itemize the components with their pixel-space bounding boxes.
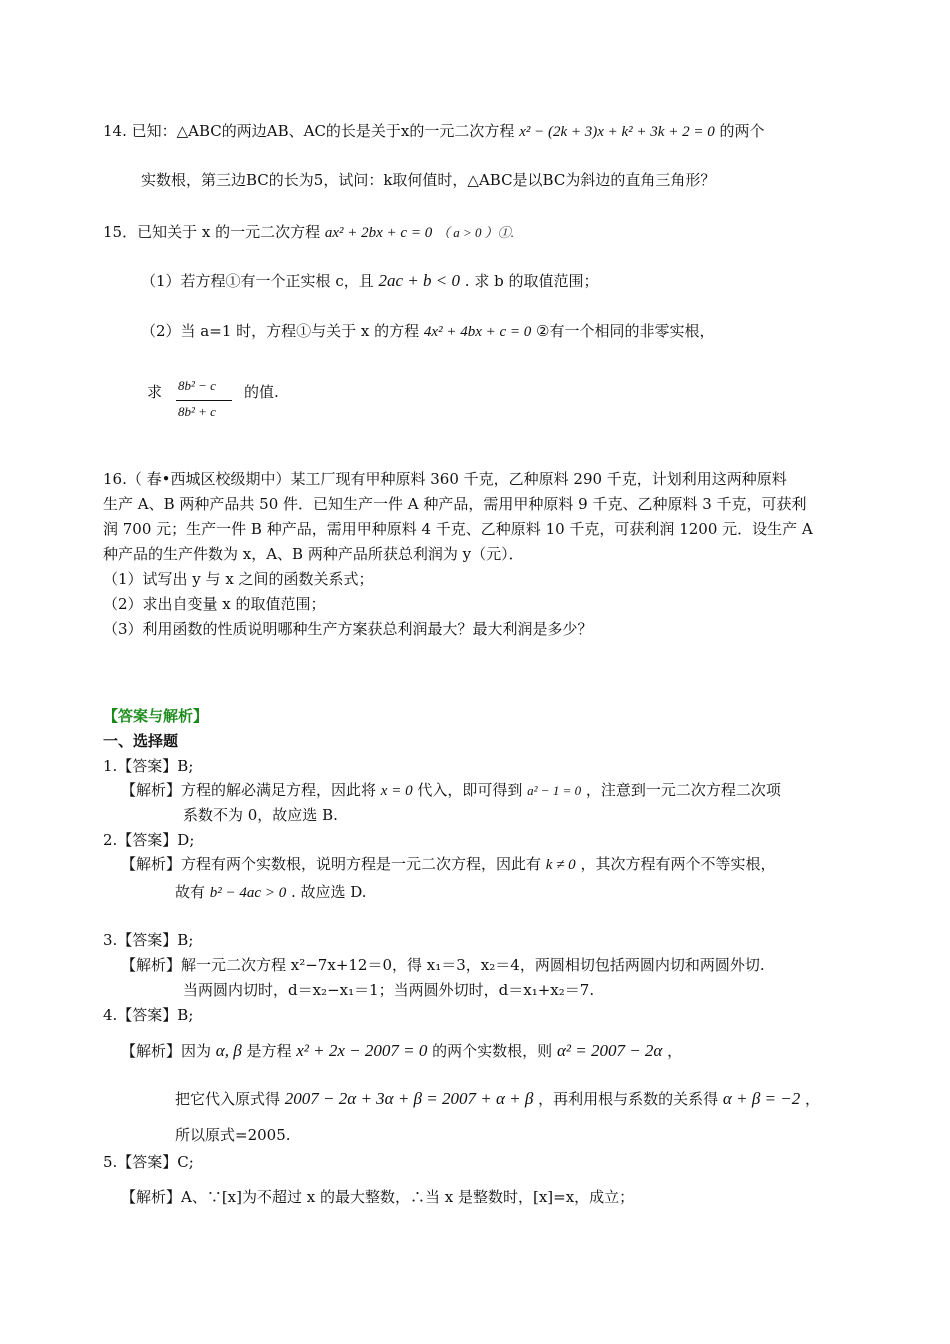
- q15-line1: [103, 221, 514, 244]
- fraction-numerator: 8b² − c: [178, 378, 216, 393]
- q16-line4: 种产品的生产件数为 x，A、B 两种产品所获总利润为 y（元）．: [103, 545, 524, 563]
- q15-part2-text-end: ②有一个相同的非零实根，: [536, 322, 715, 340]
- analysis-4-eq4: 2007 − 2α + 3α + β = 2007 + α + β: [284, 1089, 534, 1108]
- analysis-4-eq5: α + β = −2: [722, 1089, 801, 1108]
- analysis-4-text2-mid: ，再利用根与系数的关系得: [538, 1090, 719, 1108]
- analysis-2-eq2: b² − 4ac > 0: [209, 885, 287, 901]
- fraction-denominator: 8b² + c: [178, 404, 216, 419]
- q14-text: 14. 已知：△ABC的两边AB、AC的长是关于x的一元二次方程: [103, 122, 515, 140]
- q15-part2-equation: 4x² + 4bx + c = 0: [423, 324, 532, 340]
- q14-line1: [103, 120, 765, 143]
- q16-sub3: （3）利用函数的性质说明哪种生产方案获总利润最大？最大利润是多少？: [103, 620, 593, 638]
- analysis-3-line2: 当两圆内切时，d＝x₂−x₁＝1；当两圆外切时，d＝x₁+x₂＝7.: [183, 981, 595, 999]
- answer-3: 3.【答案】B;: [103, 931, 194, 949]
- analysis-2-text2: 故有: [175, 883, 206, 901]
- q16-line1: 16.（ 春•西城区校级期中）某工厂现有甲种原料 360 千克，乙种原料 290 千克，计划利用这两种原料: [103, 470, 787, 488]
- q15-ask-post: 的值.: [244, 383, 279, 401]
- q15-part2: [141, 320, 715, 343]
- q15-fraction: [176, 378, 236, 424]
- analysis-4-text2-end: ，: [805, 1090, 821, 1108]
- analysis-4-eq1: α, β: [215, 1041, 242, 1060]
- q16-sub2: （2）求出自变量 x 的取值范围；: [103, 595, 326, 613]
- analysis-4-line1: [121, 1040, 682, 1062]
- q14-text-end: 的两个: [719, 122, 765, 140]
- q16-line3: 润 700 元；生产一件 B 种产品，需用甲种原料 4 千克、乙种原料 10 千克，可获利润 1200 元．设生产 A: [103, 520, 813, 538]
- q15-part1-text-end: . 求 b 的取值范围；: [464, 272, 599, 290]
- q15-text: 15．已知关于 x 的一元二次方程: [103, 223, 321, 241]
- analysis-4-text-mid2: 的两个实数根，则: [432, 1042, 553, 1060]
- q15-condition: （ a > 0 ）①.: [437, 225, 515, 240]
- analysis-4-text: 【解析】因为: [121, 1042, 212, 1060]
- fraction-bar: [176, 400, 232, 401]
- analysis-5-line1: 【解析】A、∵[x]为不超过 x 的最大整数，∴当 x 是整数时，[x]=x，成立；: [121, 1188, 635, 1206]
- analysis-4-text2: 把它代入原式得: [175, 1090, 281, 1108]
- analysis-4-text-end: ，: [667, 1042, 683, 1060]
- answer-2: 2.【答案】D;: [103, 831, 195, 849]
- q15-part2-text: （2）当 a=1 时，方程①与关于 x 的方程: [141, 322, 420, 340]
- analysis-4-line2: [175, 1088, 820, 1110]
- q15-part1-equation: 2ac + b < 0: [378, 271, 460, 290]
- analysis-3-line1: 【解析】解一元二次方程 x²−7x+12＝0，得 x₁＝3，x₂＝4，两圆相切包括两圆内切和两圆外切.: [121, 956, 765, 974]
- analysis-2-text2-end: . 故应选 D.: [290, 883, 367, 901]
- analysis-1-eq2: a² − 1 = 0: [527, 783, 582, 798]
- section-heading: 一、选择题: [103, 732, 179, 750]
- analysis-1-text: 【解析】方程的解必满足方程，因此将: [121, 781, 377, 799]
- answers-heading: 【答案与解析】: [103, 707, 209, 725]
- analysis-1-text-mid: 代入，即可得到: [417, 781, 523, 799]
- analysis-4-eq2: x² + 2x − 2007 = 0: [296, 1041, 428, 1060]
- answer-5: 5.【答案】C;: [103, 1153, 194, 1171]
- answer-1: 1.【答案】B;: [103, 757, 194, 775]
- q15-ask-pre: 求: [147, 383, 163, 401]
- analysis-4-eq3: α² = 2007 − 2α: [556, 1041, 663, 1060]
- q14-equation: x² − (2k + 3)x + k² + 3k + 2 = 0: [519, 124, 715, 140]
- analysis-2-eq: k ≠ 0: [545, 857, 576, 873]
- q16-line2: 生产 A、B 两种产品共 50 件．已知生产一件 A 种产品，需用甲种原料 9 千克、乙种原料 3 千克，可获利: [103, 495, 807, 513]
- q15-equation: ax² + 2bx + c = 0: [324, 225, 433, 241]
- analysis-1-text-end: ，注意到一元二次方程二次项: [585, 781, 781, 799]
- analysis-1-line1: [121, 779, 781, 802]
- answer-4: 4.【答案】B;: [103, 1006, 194, 1024]
- analysis-2-text-end: ，其次方程有两个不等实根，: [580, 855, 776, 873]
- analysis-2-line2: [175, 881, 367, 904]
- analysis-1-line2: 系数不为 0，故应选 B.: [183, 806, 338, 824]
- analysis-1-eq1: x = 0: [380, 783, 413, 799]
- analysis-4-text-mid: 是方程: [246, 1042, 292, 1060]
- analysis-2-line1: [121, 853, 775, 876]
- q16-sub1: （1）试写出 y 与 x 之间的函数关系式；: [103, 570, 374, 588]
- analysis-2-text: 【解析】方程有两个实数根，说明方程是一元二次方程，因此有: [121, 855, 542, 873]
- q14-line2: 实数根，第三边BC的长为5，试问：k取何值时，△ABC是以BC为斜边的直角三角形？: [141, 171, 716, 189]
- q15-part1-text: （1）若方程①有一个正实根 c，且: [141, 272, 374, 290]
- analysis-4-line3: 所以原式=2005.: [175, 1126, 291, 1144]
- q15-part1: [141, 270, 598, 292]
